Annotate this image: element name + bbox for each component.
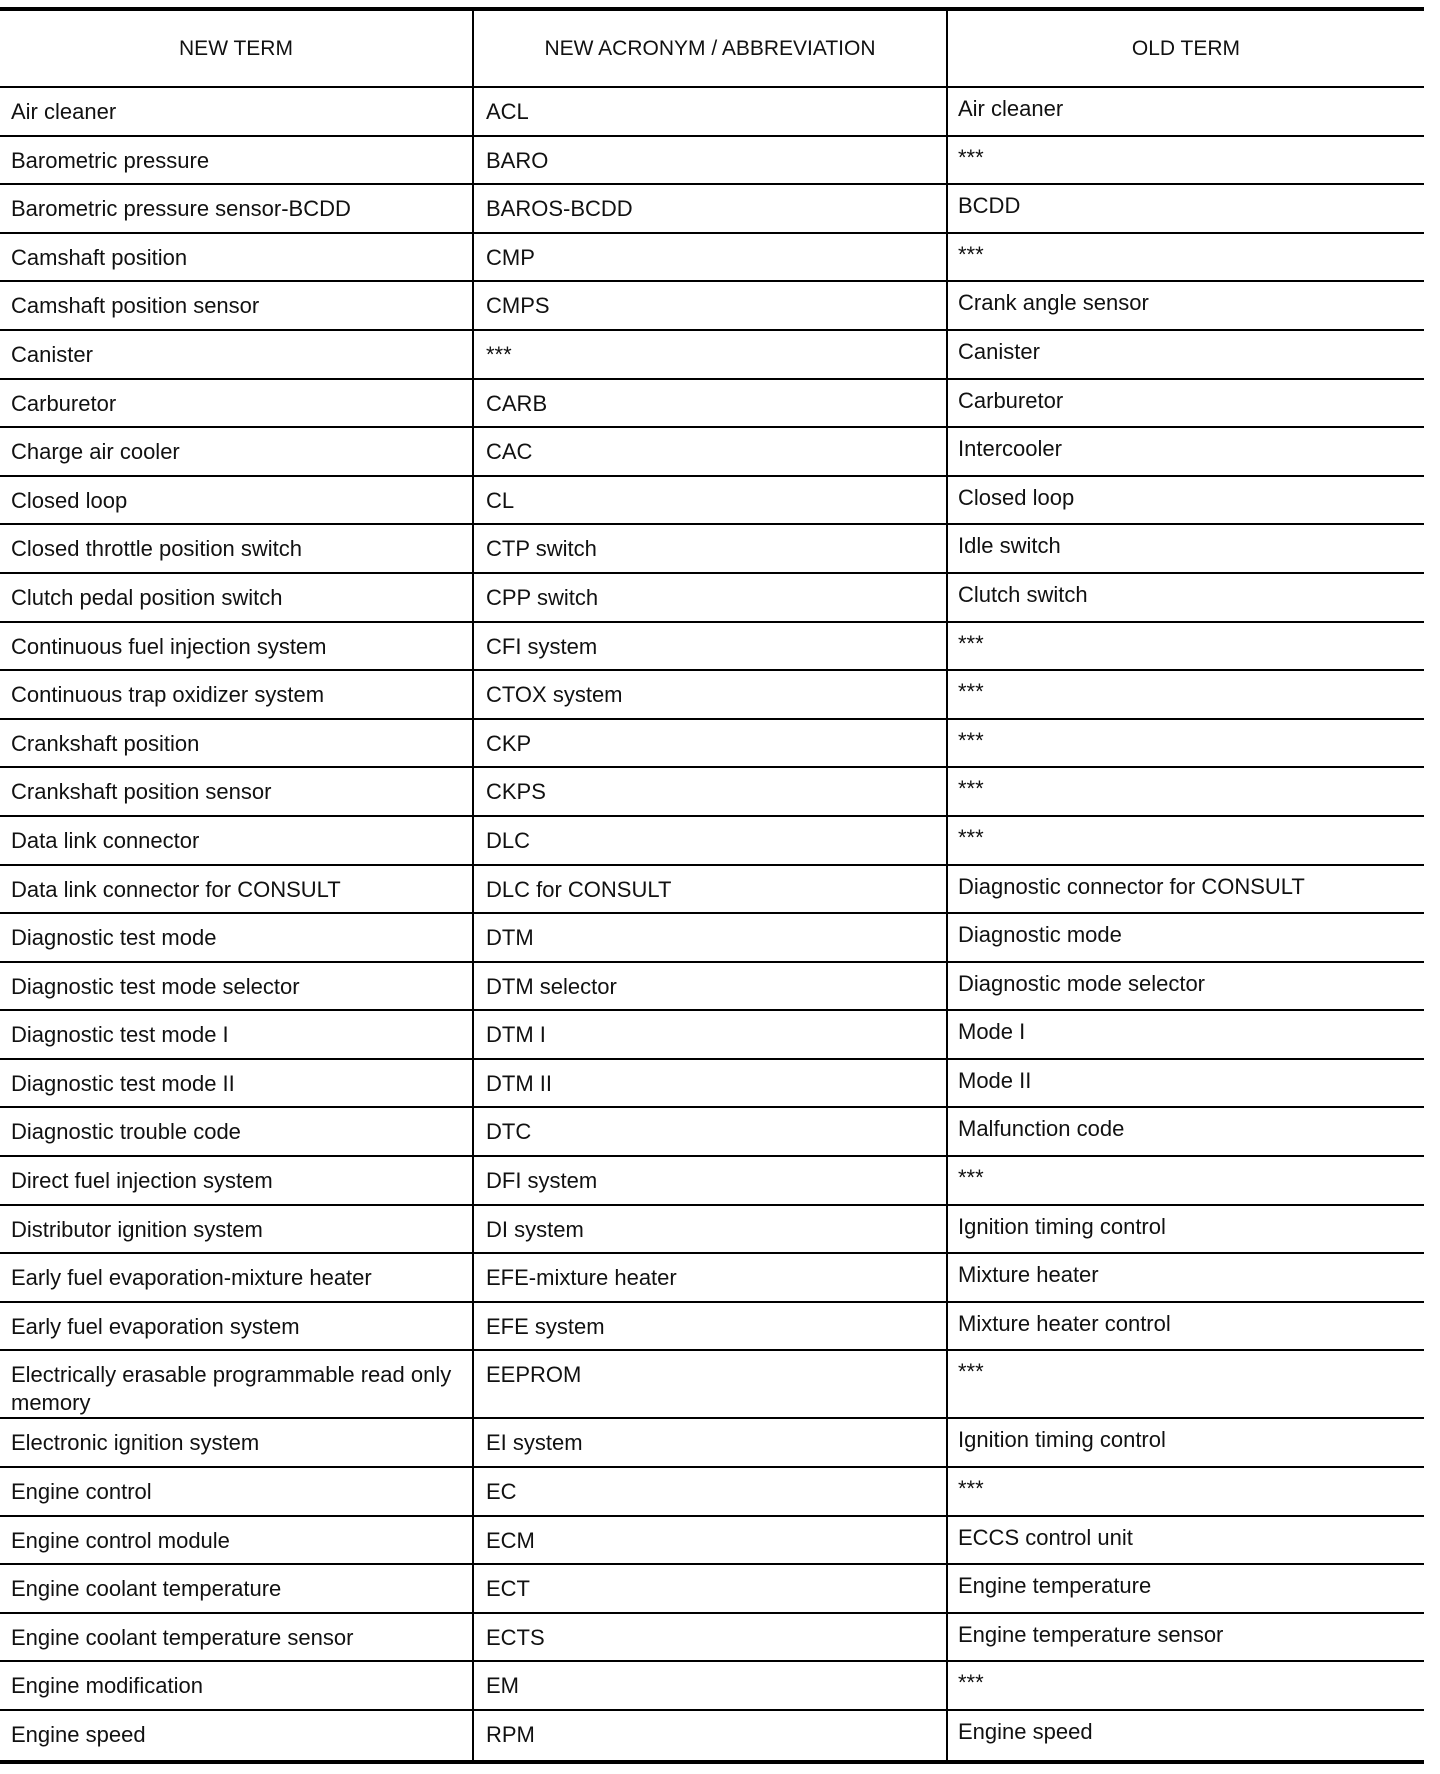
old-term-cell: Carburetor	[958, 387, 1064, 413]
table-row	[0, 88, 1424, 137]
table-row	[0, 1468, 1424, 1517]
acronym-cell: CKPS	[474, 768, 948, 815]
acronym-cell: DTM	[474, 914, 948, 961]
old-term-cell: Engine temperature sensor	[958, 1621, 1224, 1647]
new-term-cell: Engine coolant temperature sensor	[0, 1614, 474, 1661]
old-term-cell: ***	[958, 1670, 984, 1696]
acronym-cell: CAC	[474, 428, 948, 475]
acronym-cell: CL	[474, 477, 948, 524]
old-term-cell: ***	[958, 241, 984, 267]
acronym-cell: DFI system	[474, 1157, 948, 1204]
acronym-cell: BARO	[474, 137, 948, 184]
header-new-acronym: NEW ACRONYM / ABBREVIATION	[474, 11, 948, 86]
old-term-cell: Idle switch	[958, 533, 1061, 559]
acronym-cell: CMPS	[474, 282, 948, 329]
table-row	[0, 331, 1424, 380]
table-row	[0, 914, 1424, 963]
old-term-cell: Engine speed	[958, 1719, 1093, 1744]
table-row	[0, 623, 1424, 672]
table-row	[0, 1711, 1424, 1760]
old-term-cell: Air cleaner	[958, 96, 1064, 121]
new-term-cell: Continuous trap oxidizer system	[0, 671, 474, 718]
acronym-cell: EC	[474, 1468, 948, 1515]
acronym-cell: ACL	[474, 88, 948, 135]
acronym-cell: BAROS-BCDD	[474, 185, 948, 232]
acronym-cell: DLC for CONSULT	[474, 866, 948, 913]
old-term-cell: ***	[958, 679, 984, 705]
acronym-cell: EM	[474, 1662, 948, 1709]
table-row	[0, 1108, 1424, 1157]
acronym-cell: CMP	[474, 234, 948, 281]
table-row	[0, 428, 1424, 477]
new-term-cell: Camshaft position sensor	[0, 282, 474, 329]
acronym-cell: CARB	[474, 380, 948, 427]
table-row	[0, 963, 1424, 1012]
new-term-cell: Early fuel evaporation-mixture heater	[0, 1254, 474, 1301]
new-term-cell: Engine speed	[0, 1711, 474, 1760]
table-row	[0, 380, 1424, 429]
new-term-cell: Closed throttle position switch	[0, 525, 474, 572]
old-term-cell: ***	[958, 630, 984, 656]
table-row	[0, 1614, 1424, 1663]
acronym-cell: ECTS	[474, 1614, 948, 1661]
acronym-cell: CPP switch	[474, 574, 948, 621]
table-row	[0, 185, 1424, 234]
old-term-cell: ***	[958, 1165, 984, 1191]
table-row	[0, 1351, 1424, 1419]
new-term-cell: Diagnostic test mode I	[0, 1011, 474, 1058]
new-term-cell: Engine coolant temperature	[0, 1565, 474, 1612]
acronym-cell: CTP switch	[474, 525, 948, 572]
acronym-cell: EFE-mixture heater	[474, 1254, 948, 1301]
old-term-cell: Mode I	[958, 1019, 1026, 1045]
table-row	[0, 1157, 1424, 1206]
acronym-cell: EFE system	[474, 1303, 948, 1350]
acronym-cell: CTOX system	[474, 671, 948, 718]
old-term-cell: Ignition timing control	[958, 1427, 1166, 1453]
acronym-cell: DTC	[474, 1108, 948, 1155]
old-term-cell: Engine temperature	[958, 1573, 1152, 1599]
new-term-cell: Diagnostic trouble code	[0, 1108, 474, 1155]
new-term-cell: Direct fuel injection system	[0, 1157, 474, 1204]
old-term-cell: ***	[958, 1476, 984, 1502]
old-term-cell: BCDD	[958, 193, 1021, 219]
old-term-cell: Mixture heater	[958, 1262, 1099, 1288]
table-row	[0, 525, 1424, 574]
acronym-cell: ECT	[474, 1565, 948, 1612]
old-term-cell: Mode II	[958, 1067, 1032, 1093]
table-row	[0, 282, 1424, 331]
new-term-cell: Canister	[0, 331, 474, 378]
new-term-cell: Engine control module	[0, 1517, 474, 1564]
new-term-cell: Diagnostic test mode	[0, 914, 474, 961]
old-term-cell: ***	[958, 776, 984, 802]
table-row	[0, 671, 1424, 720]
table-row	[0, 720, 1424, 769]
old-term-cell: ***	[958, 824, 984, 850]
acronym-cell: CKP	[474, 720, 948, 767]
table-row	[0, 1303, 1424, 1352]
acronym-cell: DTM II	[474, 1060, 948, 1107]
new-term-cell: Continuous fuel injection system	[0, 623, 474, 670]
old-term-cell: ***	[958, 1359, 984, 1385]
new-term-cell: Data link connector	[0, 817, 474, 864]
table-row	[0, 1011, 1424, 1060]
acronym-cell: ECM	[474, 1517, 948, 1564]
new-term-cell: Engine modification	[0, 1662, 474, 1709]
table-header	[0, 11, 1424, 88]
table-row	[0, 234, 1424, 283]
table-row	[0, 137, 1424, 186]
table-row	[0, 1662, 1424, 1711]
old-term-cell: Clutch switch	[958, 581, 1088, 607]
table-row	[0, 817, 1424, 866]
acronym-cell: DI system	[474, 1206, 948, 1253]
new-term-cell: Diagnostic test mode selector	[0, 963, 474, 1010]
acronym-cell: CFI system	[474, 623, 948, 670]
old-term-cell: ***	[958, 144, 984, 170]
old-term-cell: ECCS control unit	[958, 1524, 1133, 1550]
table-row	[0, 1254, 1424, 1303]
new-term-cell: Barometric pressure sensor-BCDD	[0, 185, 474, 232]
table-row	[0, 1060, 1424, 1109]
new-term-cell: Engine control	[0, 1468, 474, 1515]
old-term-cell: Crank angle sensor	[958, 290, 1149, 316]
acronym-cell: DTM I	[474, 1011, 948, 1058]
new-term-cell: Diagnostic test mode II	[0, 1060, 474, 1107]
table-row	[0, 1517, 1424, 1566]
table-body	[0, 88, 1424, 1760]
new-term-cell: Electrically erasable programmable read only memory	[0, 1351, 474, 1417]
table-row	[0, 477, 1424, 526]
old-term-cell: Ignition timing control	[958, 1213, 1166, 1239]
acronym-cell: ***	[474, 331, 948, 378]
old-term-cell: Diagnostic mode selector	[958, 970, 1206, 996]
acronym-cell: EEPROM	[474, 1351, 948, 1417]
new-term-cell: Barometric pressure	[0, 137, 474, 184]
acronym-cell: EI system	[474, 1419, 948, 1466]
terminology-table	[0, 7, 1424, 1764]
new-term-cell: Distributor ignition system	[0, 1206, 474, 1253]
acronym-cell: RPM	[474, 1711, 948, 1760]
new-term-cell: Crankshaft position	[0, 720, 474, 767]
old-term-cell: Closed loop	[958, 484, 1075, 510]
header-new-term: NEW TERM	[0, 11, 474, 86]
old-term-cell: Intercooler	[958, 436, 1062, 462]
table-row	[0, 1565, 1424, 1614]
new-term-cell: Early fuel evaporation system	[0, 1303, 474, 1350]
table-row	[0, 1419, 1424, 1468]
new-term-cell: Air cleaner	[0, 88, 474, 135]
new-term-cell: Charge air cooler	[0, 428, 474, 475]
table-row	[0, 1206, 1424, 1255]
new-term-cell: Clutch pedal position switch	[0, 574, 474, 621]
old-term-cell: Mixture heater control	[958, 1310, 1171, 1336]
new-term-cell: Data link connector for CONSULT	[0, 866, 474, 913]
new-term-cell: Carburetor	[0, 380, 474, 427]
table-row	[0, 574, 1424, 623]
old-term-cell: Diagnostic mode	[958, 922, 1122, 948]
new-term-cell: Closed loop	[0, 477, 474, 524]
old-term-cell: Diagnostic connector for CONSULT	[958, 873, 1305, 899]
table-row	[0, 768, 1424, 817]
old-term-cell: Malfunction code	[958, 1116, 1125, 1142]
acronym-cell: DTM selector	[474, 963, 948, 1010]
new-term-cell: Camshaft position	[0, 234, 474, 281]
new-term-cell: Crankshaft position sensor	[0, 768, 474, 815]
new-term-cell: Electronic ignition system	[0, 1419, 474, 1466]
old-term-cell: Canister	[958, 338, 1040, 364]
old-term-cell: ***	[958, 727, 984, 753]
table-row	[0, 866, 1424, 915]
header-old-term: OLD TERM	[1131, 36, 1241, 60]
acronym-cell: DLC	[474, 817, 948, 864]
